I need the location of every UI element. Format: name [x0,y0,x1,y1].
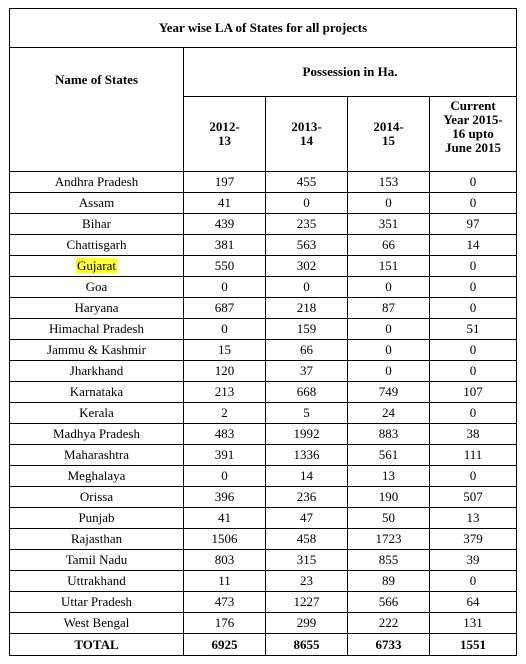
value-cell-4: 64 [430,592,517,613]
value-cell-4: 0 [430,256,517,277]
value-cell-1: 803 [184,550,266,571]
state-name-cell: Tamil Nadu [10,550,184,571]
value-cell-2: 0 [266,193,348,214]
value-cell-1: 176 [184,613,266,634]
value-cell-4: 39 [430,550,517,571]
state-name-cell [10,256,184,277]
value-cell-3: 1723 [348,529,430,550]
value-cell-2: 1336 [266,445,348,466]
value-cell-3: 0 [348,340,430,361]
value-cell-1: 2 [184,403,266,424]
value-cell-4: 0 [430,340,517,361]
value-cell-3: 855 [348,550,430,571]
value-cell-1: 1506 [184,529,266,550]
value-cell-4: 0 [430,277,517,298]
value-cell-4: 0 [430,298,517,319]
value-cell-2: 668 [266,382,348,403]
value-cell-3: 13 [348,466,430,487]
state-name-cell: Karnataka [10,382,184,403]
value-cell-1: 483 [184,424,266,445]
value-cell-4: 0 [430,193,517,214]
value-cell-3: 0 [348,361,430,382]
value-cell-1: 213 [184,382,266,403]
state-name-cell: Meghalaya [10,466,184,487]
value-cell-2: 455 [266,172,348,193]
total-value-2: 8655 [266,634,348,656]
total-label: TOTAL [10,634,184,656]
value-cell-2: 37 [266,361,348,382]
value-cell-3: 66 [348,235,430,256]
state-name-cell: Jharkhand [10,361,184,382]
state-name-cell: Himachal Pradesh [10,319,184,340]
value-cell-2: 235 [266,214,348,235]
value-cell-1: 197 [184,172,266,193]
value-cell-4: 111 [430,445,517,466]
table-row [10,508,517,529]
state-name-cell: Uttar Pradesh [10,592,184,613]
value-cell-3: 0 [348,193,430,214]
value-cell-4: 131 [430,613,517,634]
value-cell-3: 87 [348,298,430,319]
value-cell-4: 0 [430,571,517,592]
highlighted-state-text: Gujarat [77,258,116,273]
table-row [10,193,517,214]
value-cell-1: 15 [184,340,266,361]
state-name-cell: Maharashtra [10,445,184,466]
state-name-cell: Uttrakhand [10,571,184,592]
state-name-cell: Goa [10,277,184,298]
table-row [10,214,517,235]
value-cell-4: 14 [430,235,517,256]
table-row [10,361,517,382]
value-cell-2: 159 [266,319,348,340]
table-row [10,424,517,445]
table-title: Year wise LA of States for all projects [10,9,517,48]
state-name-cell: Rajasthan [10,529,184,550]
value-cell-4: 0 [430,172,517,193]
table-row [10,172,517,193]
table-row [10,382,517,403]
state-name-cell: Jammu & Kashmir [10,340,184,361]
value-cell-3: 24 [348,403,430,424]
state-name-cell: Kerala [10,403,184,424]
total-value-4: 1551 [430,634,517,656]
value-cell-1: 550 [184,256,266,277]
value-cell-1: 0 [184,466,266,487]
value-cell-4: 107 [430,382,517,403]
value-cell-1: 391 [184,445,266,466]
value-cell-3: 89 [348,571,430,592]
total-value-3: 6733 [348,634,430,656]
value-cell-3: 153 [348,172,430,193]
la-table [9,8,517,656]
name-of-states-header: Name of States [10,48,184,172]
state-name-cell: Haryana [10,298,184,319]
table-row [10,529,517,550]
value-cell-2: 458 [266,529,348,550]
value-cell-1: 381 [184,235,266,256]
state-name-cell: Orissa [10,487,184,508]
value-cell-1: 41 [184,508,266,529]
table-row [10,277,517,298]
value-cell-2: 302 [266,256,348,277]
table-row [10,403,517,424]
value-cell-3: 190 [348,487,430,508]
year-header-4: Current Year 2015- 16 upto June 2015 [430,97,517,172]
value-cell-2: 5 [266,403,348,424]
value-cell-3: 0 [348,277,430,298]
value-cell-1: 0 [184,319,266,340]
value-cell-4: 0 [430,403,517,424]
state-name-cell: West Bengal [10,613,184,634]
value-cell-4: 38 [430,424,517,445]
value-cell-2: 236 [266,487,348,508]
value-cell-2: 315 [266,550,348,571]
value-cell-4: 97 [430,214,517,235]
value-cell-1: 120 [184,361,266,382]
state-name-cell: Chattisgarh [10,235,184,256]
value-cell-1: 41 [184,193,266,214]
table-row [10,487,517,508]
value-cell-2: 299 [266,613,348,634]
total-row [10,634,517,656]
value-cell-3: 351 [348,214,430,235]
value-cell-4: 507 [430,487,517,508]
value-cell-4: 379 [430,529,517,550]
value-cell-2: 14 [266,466,348,487]
la-table-container [9,8,516,656]
table-row [10,235,517,256]
value-cell-3: 222 [348,613,430,634]
value-cell-2: 218 [266,298,348,319]
possession-header: Possession in Ha. [184,48,517,97]
year-header-1: 2012- 13 [184,97,266,172]
value-cell-2: 0 [266,277,348,298]
table-row [10,613,517,634]
table-row [10,445,517,466]
state-name-cell: Bihar [10,214,184,235]
state-name-cell: Punjab [10,508,184,529]
state-name-cell: Andhra Pradesh [10,172,184,193]
table-row [10,550,517,571]
value-cell-4: 51 [430,319,517,340]
value-cell-2: 66 [266,340,348,361]
value-cell-2: 23 [266,571,348,592]
value-cell-1: 0 [184,277,266,298]
year-header-3: 2014- 15 [348,97,430,172]
value-cell-2: 1992 [266,424,348,445]
value-cell-4: 0 [430,361,517,382]
table-row [10,340,517,361]
value-cell-1: 687 [184,298,266,319]
table-row [10,571,517,592]
value-cell-3: 50 [348,508,430,529]
value-cell-3: 0 [348,319,430,340]
value-cell-1: 396 [184,487,266,508]
value-cell-3: 749 [348,382,430,403]
table-row [10,298,517,319]
year-header-2: 2013- 14 [266,97,348,172]
value-cell-2: 563 [266,235,348,256]
value-cell-4: 13 [430,508,517,529]
value-cell-3: 561 [348,445,430,466]
table-row [10,592,517,613]
value-cell-1: 439 [184,214,266,235]
state-name-cell: Madhya Pradesh [10,424,184,445]
table-row [10,256,517,277]
value-cell-2: 1227 [266,592,348,613]
state-name-cell: Assam [10,193,184,214]
value-cell-3: 883 [348,424,430,445]
table-row [10,466,517,487]
value-cell-2: 47 [266,508,348,529]
value-cell-3: 566 [348,592,430,613]
table-row [10,319,517,340]
value-cell-3: 151 [348,256,430,277]
value-cell-1: 473 [184,592,266,613]
value-cell-4: 0 [430,466,517,487]
value-cell-1: 11 [184,571,266,592]
total-value-1: 6925 [184,634,266,656]
